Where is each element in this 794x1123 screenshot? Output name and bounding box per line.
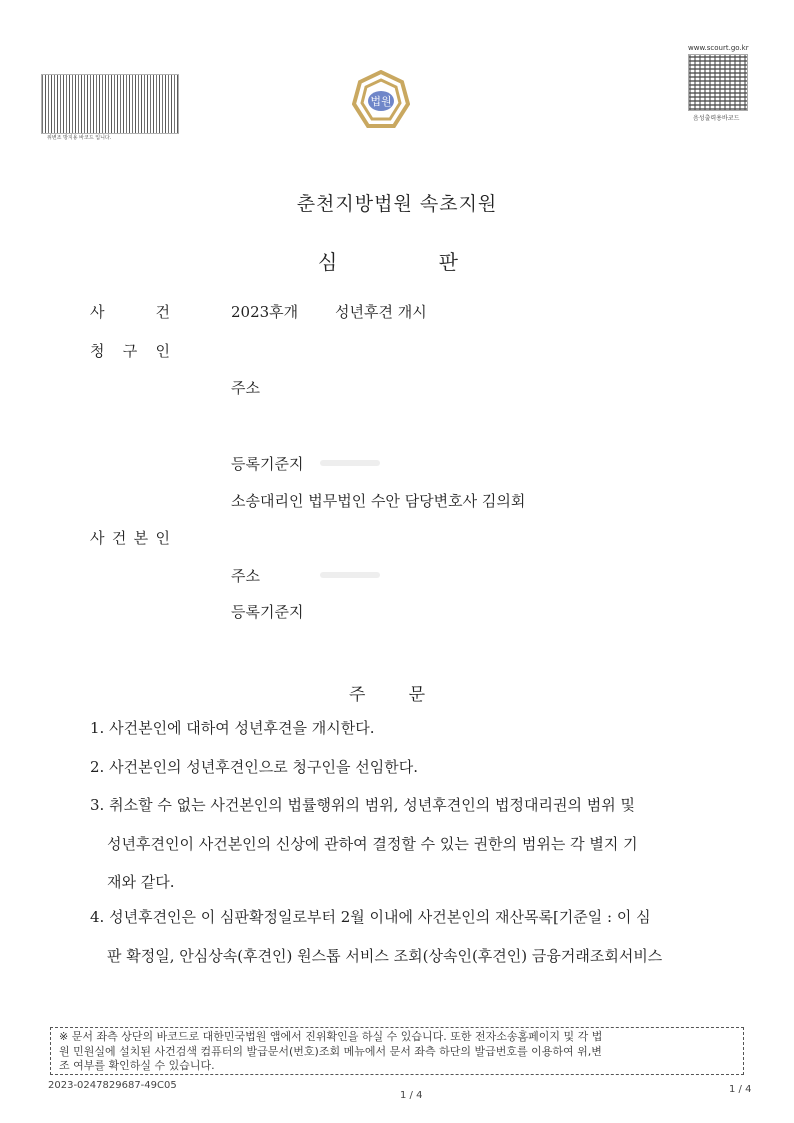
petitioner-address-label: 주소	[231, 379, 260, 397]
redacted-text	[320, 572, 380, 578]
order-item-1: 1. 사건본인에 대하여 성년후견을 개시한다.	[90, 719, 375, 737]
seal-text: 법원	[370, 95, 392, 108]
document-title	[318, 246, 458, 275]
notice-line: 원 민원실에 설치된 사건검색 컴퓨터의 발급문서(번호)조회 메뉴에서 문서 좌측 하단의 발급번호를 이용하여 위,변	[59, 1044, 602, 1058]
order-item-4-line: 판 확정일, 안심상속(후견인) 원스톱 서비스 조회(상속인(후견인) 금융거래조회서비스	[107, 947, 663, 965]
principal-label: 사 건 본 인	[90, 529, 170, 547]
order-item-3-line: 재와 같다.	[107, 873, 175, 891]
qr-caption: 음성출력용바코드	[693, 115, 740, 122]
authenticity-barcode	[41, 74, 179, 134]
order-item-3-line: 성년후견인이 사건본인의 신상에 관하여 결정할 수 있는 권한의 범위는 각 별지 기	[107, 835, 638, 853]
case-label: 사 건	[90, 303, 170, 321]
case-number: 2023후개	[231, 303, 299, 321]
page-number-right: 1 / 4	[729, 1084, 752, 1095]
voice-output-qr-code	[688, 54, 748, 111]
court-name: 춘천지방법원 속초지원	[296, 193, 498, 215]
document-title-char: 판	[438, 250, 458, 274]
petitioner-representative: 소송대리인 법무법인 수안 담당변호사 김의회	[231, 492, 526, 510]
order-item-3: 3. 취소할 수 없는 사건본인의 법률행위의 범위, 성년후견인의 법정대리권의 범위 및	[90, 796, 635, 814]
document-title-char: 심	[318, 250, 338, 274]
order-section-title: 주 문	[349, 685, 425, 705]
issue-number: 2023-0247829687-49C05	[48, 1080, 177, 1091]
redacted-text	[320, 460, 380, 466]
order-item-2: 2. 사건본인의 성년후견인으로 청구인을 선임한다.	[90, 758, 418, 776]
verification-notice	[50, 1027, 744, 1075]
principal-registry-label: 등록기준지	[231, 603, 304, 621]
page-number: 1 / 4	[400, 1090, 423, 1101]
notice-line: ※ 문서 좌측 상단의 바코드로 대한민국법원 앱에서 진위확인을 하실 수 있습니다. 또한 전자소송홈페이지 및 각 법	[59, 1030, 603, 1043]
qr-url: www.scourt.go.kr	[688, 44, 749, 52]
notice-line: 조 여부를 확인하실 수 있습니다.	[59, 1059, 215, 1072]
case-name: 성년후견 개시	[335, 303, 427, 321]
court-seal-icon	[352, 70, 410, 130]
barcode-caption: 위변조 방지용 바코드 입니다.	[47, 135, 112, 141]
order-item-4: 4. 성년후견인은 이 심판확정일로부터 2월 이내에 사건본인의 재산목록[기준일 : 이 심	[90, 908, 651, 926]
petitioner-registry-label: 등록기준지	[231, 455, 304, 473]
petitioner-label: 청 구 인	[90, 342, 170, 360]
principal-address-label: 주소	[231, 567, 260, 585]
